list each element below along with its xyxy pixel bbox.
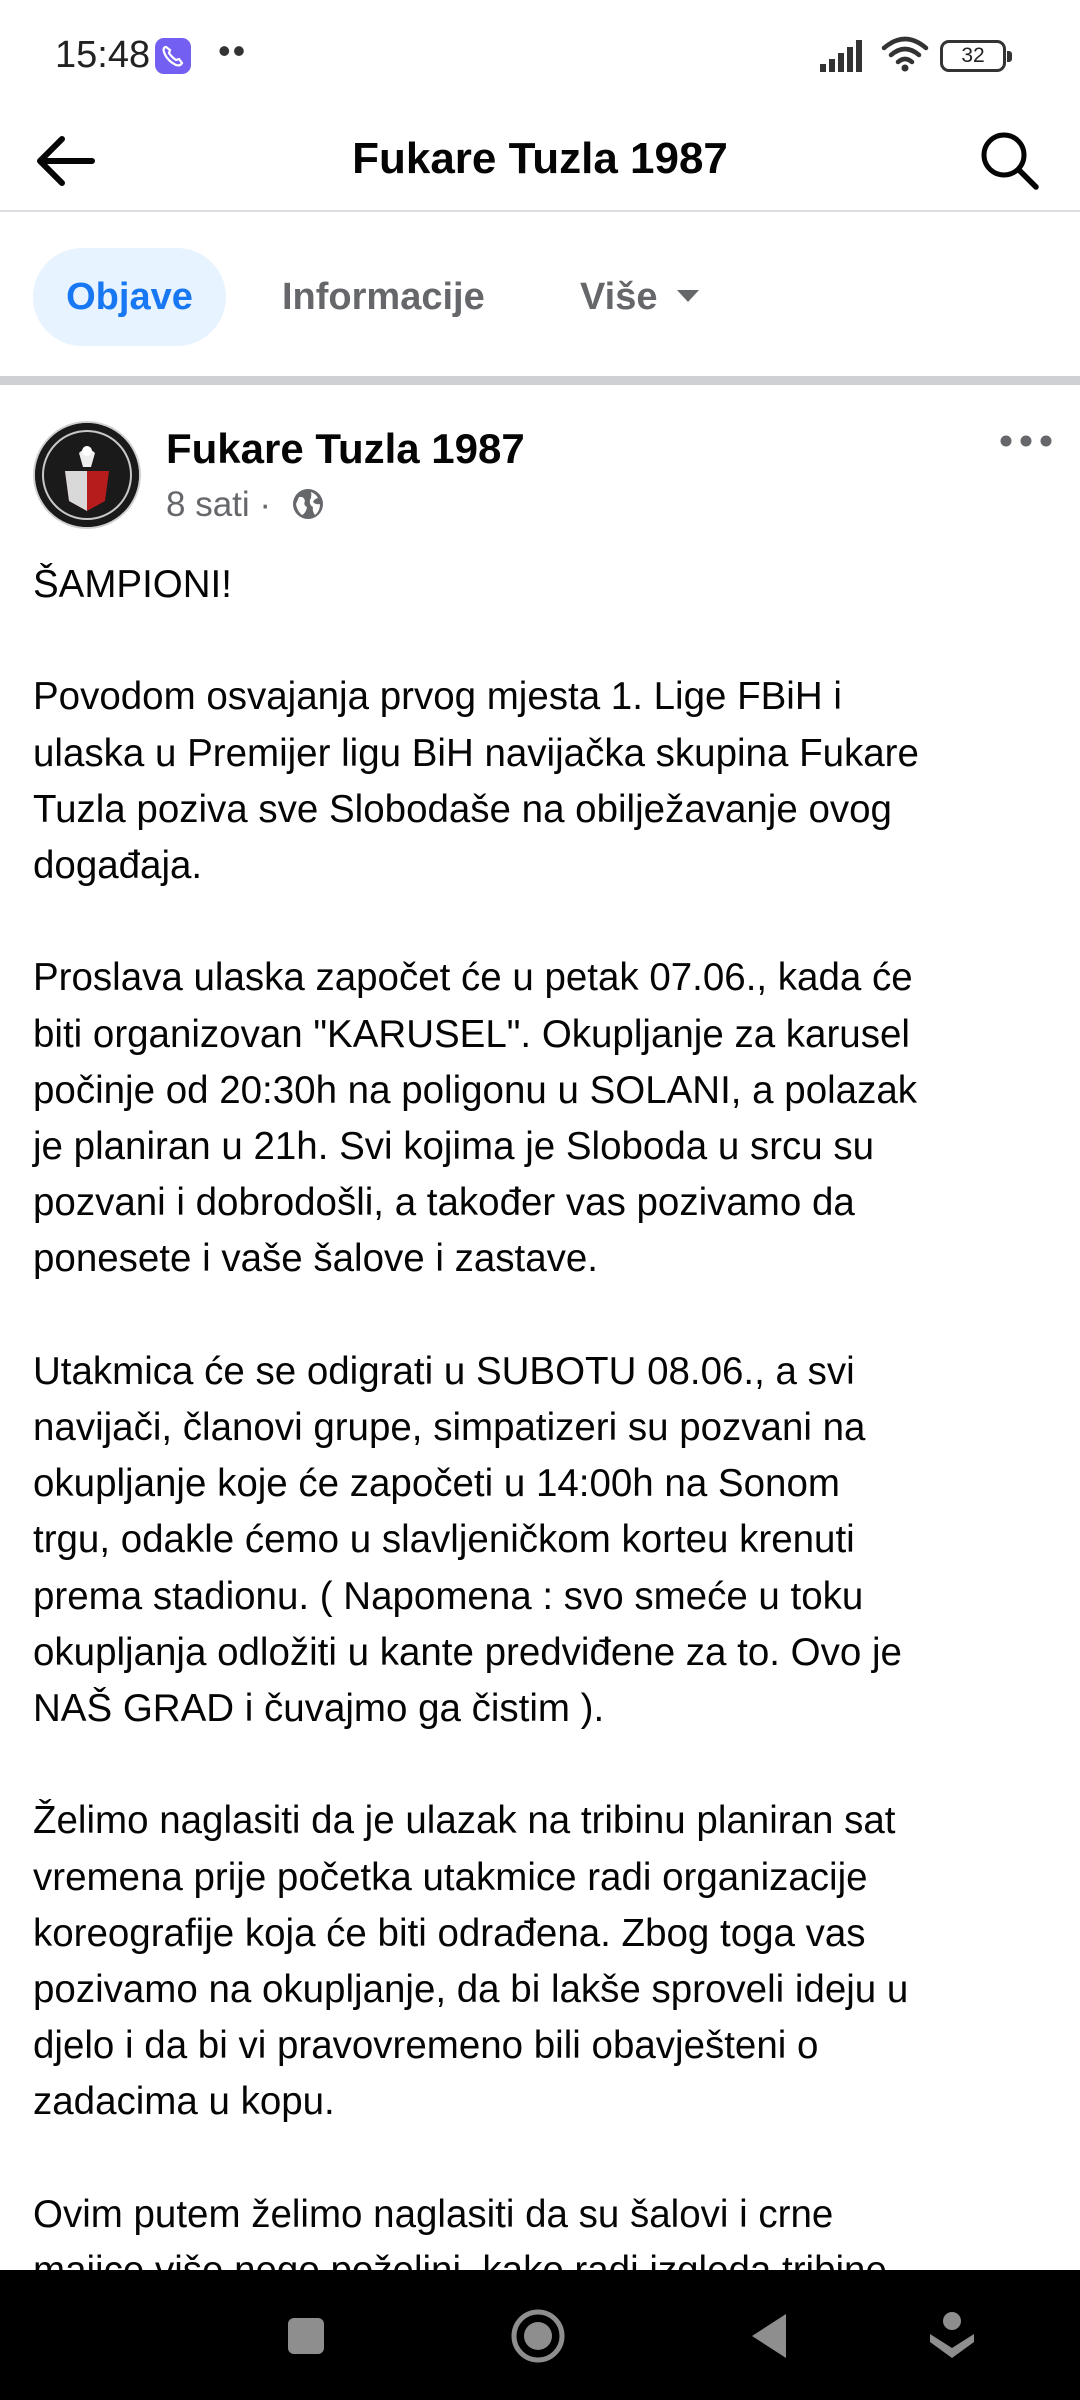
notification-dots: •• [218, 30, 248, 71]
battery-icon [940, 40, 1006, 72]
tab-informacije[interactable]: Informacije [282, 276, 485, 318]
battery-level: 32 [961, 44, 985, 67]
back-button[interactable] [30, 124, 104, 198]
back-nav-button[interactable] [742, 2306, 802, 2366]
avatar[interactable] [33, 421, 141, 529]
tab-vise-label: Više [580, 276, 658, 318]
post-body: ŠAMPIONI! Povodom osvajanja prvog mjesta 1. Lige FBiH i ulaska u Premijer ligu BiH navijačka skupina Fukare Tuzla poziva sve Slobodaše na obilježavanje ovog događaja. Proslava ulaska započet će u petak 07.06., kada će biti organizovan "KARUSEL". Okupljanje za karusel počinje od 20:30h na poligonu u SOLANI, a polazak je planiran u 21h. Svi kojima je Sloboda u srcu su pozvani i dobrodošli, a također vas pozivamo da ponesete i vaše šalove i zastave. Utakmica će se odigrati u SUBOTU 08.06., a svi navijači, članovi grupe, simpatizeri su pozvani na okupljanje koje će započeti u 14:00h na Sonom trgu, odakle ćemo u slavljeničkom korteu krenuti prema stadionu. ( Napomena : svo smeće u toku okupljanja odložiti u kante predviđene za to. Ovo je NAŠ GRAD i čuvajmo ga čistim ). Želimo naglasiti da je ulazak na tribinu planiran sat vremena prije početka utakmice radi organizacije koreografije koja će biti odrađena. Zbog toga vas pozivamo na okupljanje, da bi lakše sproveli ideju u djelo i da bi vi pravovremeno bili obavješteni o zadacima u kopu. Ovim putem želimo naglasiti da su šalovi i crne [33, 563, 919, 2236]
post-card [0, 385, 1080, 2270]
status-time: 15:48 [55, 34, 151, 76]
profile-tabs [0, 212, 1080, 376]
assistant-button[interactable] [922, 2306, 982, 2366]
post-more-button[interactable] [998, 429, 1054, 453]
system-nav-bar [0, 2270, 1080, 2400]
club-crest-icon [35, 423, 139, 527]
recents-square-icon [276, 2306, 336, 2366]
more-dots-icon [998, 429, 1054, 453]
post-meta [166, 485, 325, 525]
home-circle-icon [508, 2306, 568, 2366]
section-divider [0, 376, 1080, 385]
search-icon [972, 124, 1046, 198]
globe-icon [291, 487, 325, 521]
home-button[interactable] [508, 2306, 568, 2366]
page-header [0, 110, 1080, 212]
page-title: Fukare Tuzla 1987 [352, 134, 728, 183]
wifi-icon [882, 36, 928, 72]
arrow-left-icon [30, 124, 104, 198]
meta-separator: · [259, 485, 272, 524]
recents-button[interactable] [276, 2306, 336, 2366]
post-time[interactable]: 8 sati [166, 485, 250, 524]
search-button[interactable] [972, 124, 1046, 198]
post-author[interactable]: Fukare Tuzla 1987 [166, 425, 525, 472]
signal-icon [820, 38, 870, 72]
tab-objave[interactable]: Objave [33, 248, 226, 346]
assistant-icon [922, 2306, 982, 2366]
back-triangle-icon [742, 2306, 802, 2366]
viber-icon [155, 38, 191, 74]
tab-vise[interactable] [580, 248, 701, 346]
status-bar [0, 0, 1080, 110]
caret-down-icon [675, 288, 701, 304]
